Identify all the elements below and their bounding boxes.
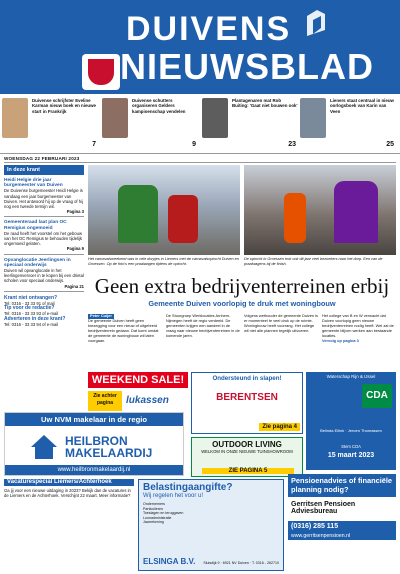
gerritsen-logo: Gerritsen Pensioen Adviesbureau <box>291 501 356 516</box>
ad-title: Waterschap Rijn & IJssel <box>326 374 376 379</box>
teaser-text: Duivense schrijfster Eveline Karman nieuw boek en nieuwe start in Frankrijk <box>32 98 96 114</box>
sidebar-item-body: De raad heeft het voorstel om het gebouw van het OC Remigius te behouden tijdelijk ongemoeid gelaten. <box>4 230 82 247</box>
gerritsen-pension-ad[interactable] <box>288 474 396 571</box>
photo-row <box>88 165 396 255</box>
sidebar-item-title: Gemeenteraad laat plan OC Remigius ongemoeid <box>4 220 67 231</box>
list-item: Toeslagen en teruggaven <box>143 511 184 516</box>
berentsen-logo: BERENTSEN <box>216 392 278 403</box>
sidebar-item-body: Duiven wil opvanglocatie in het leerlingenvervoer in te kopen bij een drietal scholen voor speciaal onderwijs. <box>4 268 84 284</box>
ad-subtitle: Wij regelen het voor u! <box>143 493 204 499</box>
vote-text: Stem CDA <box>341 444 361 449</box>
ad-phone[interactable]: (0316) 285 115 <box>288 521 396 532</box>
candidate-names: Belinda Eilink · Jeroen Thomassen <box>320 428 382 433</box>
lukassen-ad[interactable] <box>88 391 188 411</box>
teaser-item[interactable] <box>2 98 100 150</box>
house-icon <box>29 433 59 461</box>
carnival-photo-right[interactable] <box>244 165 396 255</box>
berentsen-ad[interactable] <box>191 372 303 434</box>
election-date: 15 maart 2023 <box>327 452 375 459</box>
ad-subtitle: WELKOM IN ONZE NIEUWE TUINSHOWROOM <box>201 449 293 454</box>
sidebar-item-title: Opvanglocatie Jeerlingsen in speciaal onderwijs <box>4 257 71 268</box>
cda-election-ad[interactable] <box>306 372 396 470</box>
logo-arrow-icon <box>305 8 327 38</box>
sidebar-item-title: Heidi Helgie drie jaar burgemeester van Duiven <box>4 178 63 189</box>
teaser-photo <box>300 98 326 138</box>
sidebar-item-body: De Duivense burgemeester Heidi Helgie is vandaag een jaar burgemeester van Duiven. Het antwoord hij op de vraag of hij nog een tweede termijn wil. <box>4 188 83 210</box>
weekend-sale-ad[interactable]: WEEKEND SALE! <box>88 372 188 388</box>
lead-subhead: Gemeente Duiven voorlopig te druk met woningbouw <box>148 299 336 308</box>
heilbron-makelaardij-ad[interactable] <box>4 412 184 476</box>
ad-url[interactable]: www.heilbronmakelaardij.nl <box>5 465 183 475</box>
vacature-title: Vacaturespecial Liemers/Achterhoek <box>4 479 134 486</box>
vacature-special[interactable] <box>4 479 134 571</box>
article-column: De Stuurgroep Werklocaties Arnhem-Nijmegen heeft de regio verdeeld. De gemeenten krijgen een aandeel in de vraag naar nieuwe bedrijventerreinen in de komende jaren. <box>166 313 240 338</box>
teaser-text: Duivense schutters organiseren Gelders kampioenschap vendelen <box>132 98 186 114</box>
contact-line: Tel: 0316 - 33 33 94 of e-mail <box>4 321 59 327</box>
sidebar-item-page: Pagina 21 <box>64 283 84 289</box>
divider <box>4 254 84 255</box>
byline: Peter Cuijer <box>90 313 112 318</box>
contact-line: Tel: 0316 - 33 33 93 of e-mail <box>4 311 59 317</box>
ad-url[interactable]: www.gerritsenpensioen.nl <box>288 532 396 540</box>
dateline: WOENSDAG 22 FEBRUARI 2023 <box>4 156 80 161</box>
list-item: Jaarrekening <box>143 520 164 525</box>
contact-title: Krant niet ontvangen? <box>4 294 58 301</box>
service-list <box>143 502 279 525</box>
outdoor-living-ad[interactable] <box>191 437 303 477</box>
article-column: Het college van B en W verwacht dat Duiven voorlopig geen nieuwe bedrijventerreinen nodig heeft. Wel zal de gemeente blijven werken aan bestaande locaties. <box>322 313 394 338</box>
teaser-page-number: 7 <box>92 141 96 148</box>
masthead-title-top: DUIVENS <box>126 10 292 48</box>
ad-title: Belastingaangifte? <box>143 482 233 493</box>
continued-link[interactable]: Vervolg op pagina 3 <box>322 337 359 343</box>
teaser-item[interactable] <box>102 98 200 150</box>
divider <box>4 216 84 217</box>
ad-title: OUTDOOR LIVING <box>212 440 282 449</box>
municipal-crest-icon <box>82 54 120 90</box>
teaser-page-number: 25 <box>386 141 394 148</box>
ad-title: Ondersteund in slapen! <box>212 375 282 382</box>
list-item: Particulieren <box>143 506 163 511</box>
contact-line: Adverteren in deze krant? <box>4 315 66 322</box>
carnival-photo-left[interactable] <box>88 165 240 255</box>
contact-box <box>4 296 84 327</box>
contact-line: Tip voor de redactie? <box>4 305 55 312</box>
vacature-body: Ga jij voor een nieuwe uitdaging in 2023? Bekijk dan de vacatures in de Liemers en de Achterhoek. Verschijnt 22 maart. Meer informatie? <box>4 488 131 499</box>
article-column: De gemeente Duiven heeft geen toezegging voor een nieuw of uitgebreid bedrijventerrein gedaan. Dat komt omdat de gemeente de woningbouw wil laten voorgaan. <box>88 317 159 343</box>
lead-headline[interactable]: Geen extra bedrijventerreinen erbij <box>94 274 390 298</box>
photo-caption-right: De optocht in Groessen trok ook dit jaar veel bezoekers naar het dorp. Een van de praalwagens bij de finish. <box>244 257 383 266</box>
masthead <box>0 0 400 94</box>
ad-title: Pensioenadvies of financiële planning nodig? <box>288 474 396 497</box>
sidebar-item[interactable] <box>4 178 84 214</box>
elsinga-logo: ELSINGA B.V. <box>143 557 196 566</box>
sidebar-item[interactable] <box>4 220 84 251</box>
contact-line: Tel: 0316 - 33 33 91 of mail <box>4 301 55 307</box>
teaser-photo <box>202 98 228 138</box>
teaser-photo <box>2 98 28 138</box>
teaser-strip <box>0 94 400 154</box>
lukassen-page-badge: Zie achter pagina <box>88 391 122 411</box>
list-item: Loonadministratie <box>143 515 172 520</box>
photo-caption-left: Het carnavalsweekend was in vele dorpjes in Liemers met de carnavalsoptocht Duiven en Groessen. Op de foto's een praalwagen tijdens de optocht. <box>88 257 239 266</box>
divider <box>4 162 396 163</box>
teaser-page-number: 23 <box>288 141 296 148</box>
ad-address: Sluisdijk 9 · 6921 NV Duiven · T. 0316 - 262710 <box>203 561 279 566</box>
sidebar-item-page: Pagina 3 <box>66 209 84 215</box>
teaser-text: Lieners staat centraal in nieuw oorlogsboek van Karin van Veen <box>330 98 394 114</box>
ad-title: Uw NVM makelaar in de regio <box>5 413 183 426</box>
teaser-item[interactable] <box>202 98 300 150</box>
divider <box>4 291 84 292</box>
teaser-page-number: 9 <box>192 141 196 148</box>
cda-logo: CDA <box>362 384 392 408</box>
masthead-title: NIEUWSBLAD <box>120 46 374 87</box>
sidebar-item[interactable] <box>4 258 84 289</box>
list-item: Ondernemers <box>143 502 165 506</box>
sidebar-heading: In deze krant <box>4 165 84 175</box>
heilbron-logo: HEILBRON MAKELAARDIJ <box>65 434 153 460</box>
sidebar-item-page: Pagina 9 <box>66 246 84 252</box>
teaser-text: Plantagenaren mat Rob Buiting: 'Gaat niet bouwen ook' <box>232 98 298 109</box>
ad-page-badge: ZIE PAGINA 5 <box>202 468 294 474</box>
article-column: Volgens wethouder de gemeente Duiven is er momenteel te veel druk op de ruimte. Woningbouw heeft voorrang. Het college wil niet alle plannen tegelijk uitvoeren. <box>244 313 318 333</box>
lead-article <box>88 314 396 370</box>
sidebar <box>4 165 84 401</box>
ad-page-badge: Zie pagina 4 <box>259 423 300 431</box>
teaser-photo <box>102 98 128 138</box>
lukassen-logo: lukassen <box>126 395 169 406</box>
teaser-item[interactable] <box>300 98 398 150</box>
elsinga-tax-ad[interactable] <box>138 479 284 571</box>
